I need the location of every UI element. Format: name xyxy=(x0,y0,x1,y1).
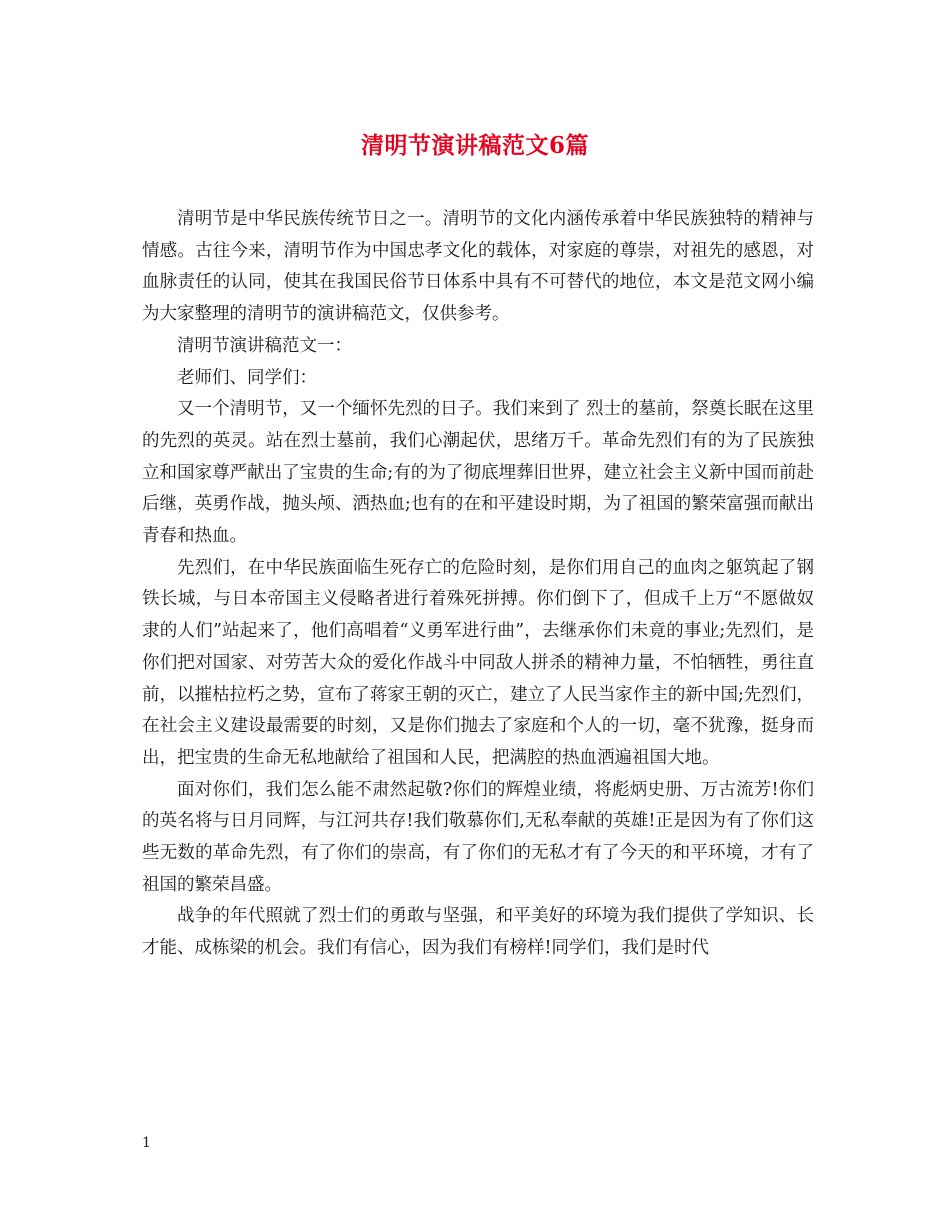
paragraph-section-heading: 清明节演讲稿范文一： xyxy=(177,335,352,356)
paragraph-body-3: 面对你们，我们怎么能不肃然起敬?你们的辉煌业绩，将彪炳史册、万古流芳!你们的英名将与日月同辉，与江河共存!我们敬慕你们,无私奉献的英雄!正是因为有了你们这些无数的革命先烈，有了你们的崇高，有了你们的无私才有了今天的和平环境，才有了祖国的繁荣昌盛。 xyxy=(142,779,814,895)
paragraph-body-4: 战争的年代照就了烈士们的勇敢与坚强，和平美好的环境为我们提供了学知识、长才能、成栋梁的机会。我们有信心，因为我们有榜样!同学们，我们是时代 xyxy=(142,906,814,959)
paragraph-intro: 清明节是中华民族传统节日之一。清明节的文化内涵传承着中华民族独特的精神与情感。古往今来，清明节作为中国忠孝文化的载体，对家庭的尊崇，对祖先的感恩，对血脉责任的认同，使其在我国民俗节日体系中具有不可替代的地位，本文是范文网小编为大家整理的清明节的演讲稿范文，仅供参考。 xyxy=(142,209,814,325)
paragraph-body-2: 先烈们，在中华民族面临生死存亡的危险时刻，是你们用自己的血肉之躯筑起了钢铁长城，与日本帝国主义侵略者进行着殊死拼搏。你们倒下了，但成千上万“不愿做奴隶的人们”站起来了，他们高唱着“义勇军进行曲”，去继承你们未竟的事业;先烈们，是你们把对国家、对劳苦大众的爱化作战斗中同敌人拼杀的精神力量，不怕牺牲，勇往直前，以摧枯拉朽之势，宣布了蒋家王朝的灭亡，建立了人民当家作主的新中国;先烈们，在社会主义建设最需要的时刻，又是你们抛去了家庭和个人的一切，毫不犹豫，挺身而出，把宝贵的生命无私地献给了祖国和人民，把满腔的热血洒遍祖国大地。 xyxy=(142,557,814,768)
page-number: 1 xyxy=(142,1135,151,1151)
paragraph-salutation: 老师们、同学们： xyxy=(177,367,317,388)
document-body xyxy=(142,204,814,965)
document-title: 清明节演讲稿范文6篇 xyxy=(360,132,589,159)
paragraph-body-1: 又一个清明节，又一个缅怀先烈的日子。我们来到了 烈士的墓前，祭奠长眠在这里的先烈的英灵。站在烈士墓前，我们心潮起伏，思绪万千。革命先烈们有的为了民族独立和国家尊严献出了宝贵的生命;有的为了彻底埋葬旧世界，建立社会主义新中国而前赴后继，英勇作战，抛头颅、洒热血;也有的在和平建设时期，为了祖国的繁荣富强而献出青春和热血。 xyxy=(142,399,814,547)
